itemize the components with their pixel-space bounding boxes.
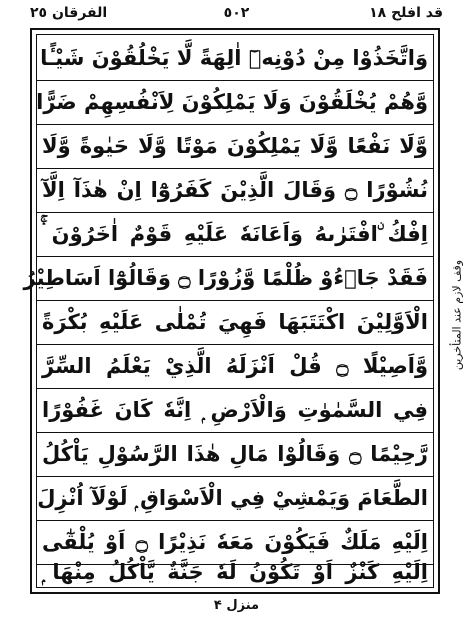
page-footer xyxy=(0,598,473,613)
margin-note xyxy=(448,230,466,400)
text-line: فَقَدْ جَاۗءُوْ ظُلْمًا وَّزُوْرًا ۝ وَقَالُوْٓا اَسَاطِيْرُ xyxy=(23,266,428,290)
text-line: وَاتَّخَذُوْا مِنْ دُوْنِهٖٓ اٰلِهَةً لَّا يَخْلُقُوْنَ شَيْـًٔا xyxy=(40,46,428,70)
page-header xyxy=(30,2,443,28)
margin-note-text: وقف لازم عند المتأخرين xyxy=(450,259,464,371)
text-line: وَّاَصِيْلًا ۝ قُلْ اَنْزَلَهُ الَّذِيْ يَعْلَمُ السِّرَّ xyxy=(42,354,428,378)
text-line: الْاَوَّلِيْنَ اكْتَتَبَهَا فَهِيَ تُمْلٰى عَلَيْهِ بُكْرَةً xyxy=(42,310,428,334)
text-line: فِي السَّمٰوٰتِ وَالْاَرْضِ ۭ اِنَّهٗ كَانَ غَفُوْرًا xyxy=(42,398,428,422)
text-line: اِفْكُ ۨافْتَرٰىهُ وَاَعَانَهٗ عَلَيْهِ قَوْمٌ اٰخَرُوْنَ ۛۚ xyxy=(42,222,428,246)
page-number: ٥٠٢ xyxy=(223,5,250,21)
text-frame xyxy=(23,28,440,594)
juz-name: قد افلح ١٨ xyxy=(369,5,443,21)
text-line: اِلَيْهِ كَنْزٌ اَوْ تَكُوْنُ لَهٗ جَنَّةٌ يَّاْكُلُ مِنْهَا ۭ xyxy=(42,560,428,584)
text-line: وَّلَا نَفْعًا وَّلَا يَمْلِكُوْنَ مَوْتًا وَّلَا حَيٰوةً وَّلَا xyxy=(42,134,428,158)
manzil-label: منزل ۴ xyxy=(213,598,260,613)
text-line: الطَّعَامَ وَيَمْشِيْ فِي الْاَسْوَاقِ ۭ لَوْلَآ اُنْزِلَ xyxy=(37,486,428,510)
surah-name: الفرقان ٢٥ xyxy=(30,5,108,21)
text-line: نُشُوْرًا ۝ وَقَالَ الَّذِيْنَ كَفَرُوْٓا اِنْ هٰذَآ اِلَّآ xyxy=(42,178,428,202)
text-line: وَّهُمْ يُخْلَقُوْنَ وَلَا يَمْلِكُوْنَ لِاَنْفُسِهِمْ ضَرًّا xyxy=(36,90,428,114)
text-line: رَّحِيْمًا ۝ وَقَالُوْا مَالِ هٰذَا الرَّسُوْلِ يَاْكُلُ xyxy=(42,442,428,466)
text-line: اِلَيْهِ مَلَكٌ فَيَكُوْنَ مَعَهٗ نَذِيْرًا ۝ اَوْ يُلْقٰٓى xyxy=(42,530,428,554)
